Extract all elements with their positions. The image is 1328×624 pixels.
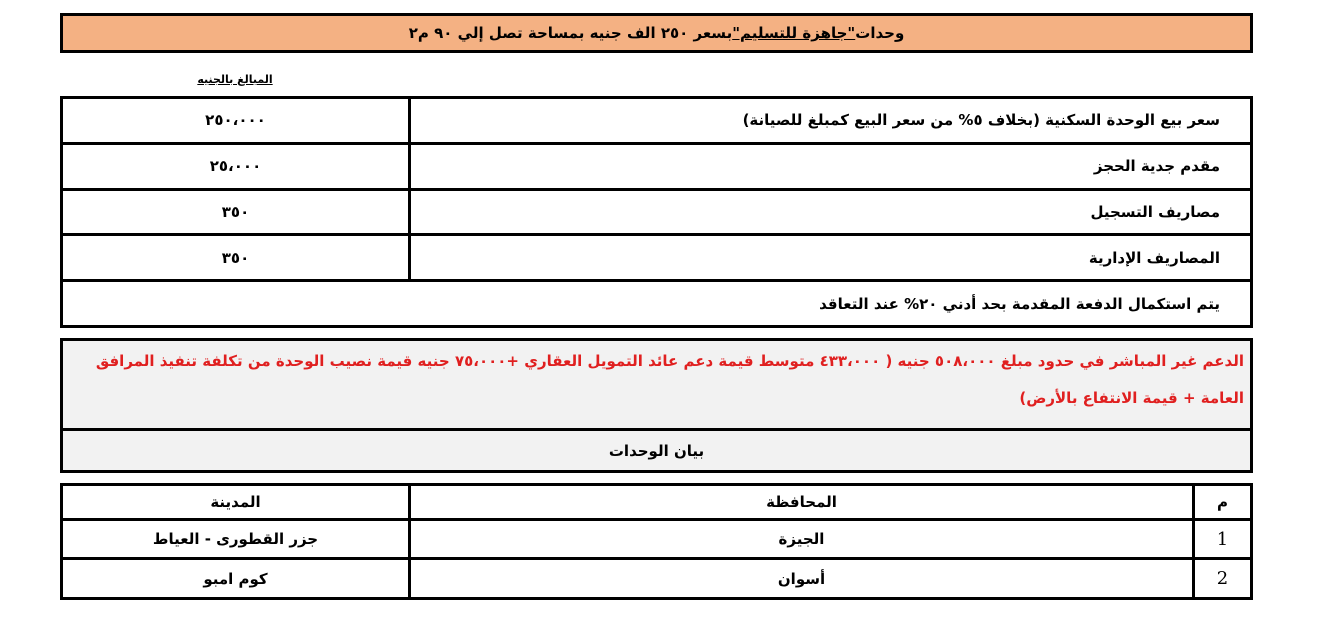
units-section-title: بيان الوحدات <box>608 441 705 460</box>
title-text-2: بسعر ٢٥٠ الف جنيه بمساحة تصل إلي ٩٠ م٢ <box>408 24 733 42</box>
table-row <box>62 281 1252 327</box>
down-payment-note: يتم استكمال الدفعة المقدمة بحد أدني ٢٠% عند التعاقد <box>62 281 1252 327</box>
table-row <box>62 235 1252 281</box>
cell-city: كوم امبو <box>62 559 410 599</box>
cell-city: جزر القطورى - العياط <box>62 519 410 559</box>
title-text-highlight: "جاهزة للتسليم" <box>732 24 856 42</box>
registration-fee-label: مصاريف التسجيل <box>410 189 1252 235</box>
admin-fee-value: ٣٥٠ <box>62 235 410 281</box>
table-row <box>62 519 1252 559</box>
table-row <box>62 98 1252 144</box>
table-row <box>62 559 1252 599</box>
reservation-value: ٢٥،٠٠٠ <box>62 143 410 189</box>
table-row <box>62 189 1252 235</box>
reservation-label: مقدم جدية الحجز <box>410 143 1252 189</box>
title-text-1: وحدات <box>855 24 905 42</box>
support-text: الدعم غير المباشر في حدود مبلغ ٥٠٨،٠٠٠ جنيه ( ٤٣٣،٠٠٠ متوسط قيمة دعم عائد التمويل العقاري +٧٥،٠٠٠ جنيه قيمة نصيب الوحدة من تكلفة تنفيذ المرافق العامة + قيمة الانتفاع بالأرض) <box>95 352 1244 407</box>
units-table <box>60 483 1253 600</box>
admin-fee-label: المصاريف الإدارية <box>410 235 1252 281</box>
header-governorate: المحافظة <box>410 485 1194 520</box>
unit-note: المبالغ بالجنيه <box>197 73 273 86</box>
cell-no: 1 <box>1194 519 1252 559</box>
price-value: ٢٥٠،٠٠٠ <box>62 98 410 144</box>
page-title <box>60 13 1253 53</box>
registration-fee-value: ٣٥٠ <box>62 189 410 235</box>
cell-no: 2 <box>1194 559 1252 599</box>
header-city: المدينة <box>62 485 410 520</box>
cell-governorate: الجيزة <box>410 519 1194 559</box>
price-table <box>60 96 1253 328</box>
table-row <box>62 143 1252 189</box>
price-label: سعر بيع الوحدة السكنية (بخلاف ٥% من سعر البيع كمبلغ للصيانة) <box>410 98 1252 144</box>
table-header-row <box>62 485 1252 520</box>
cell-governorate: أسوان <box>410 559 1194 599</box>
header-no: م <box>1194 485 1252 520</box>
